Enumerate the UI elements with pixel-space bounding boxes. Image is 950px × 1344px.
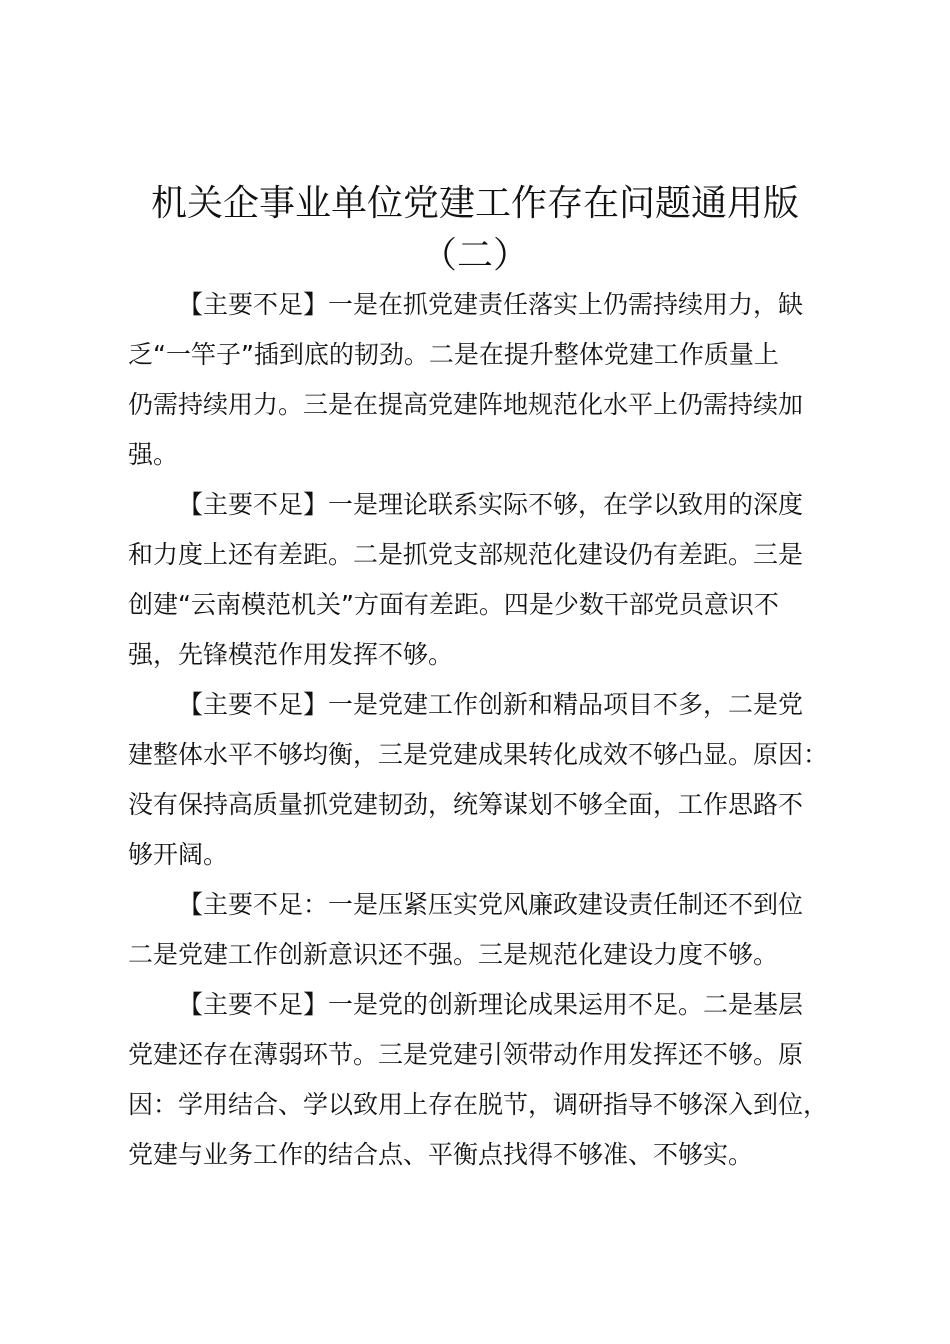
title-line: （二） — [420, 235, 529, 276]
paragraph — [128, 480, 838, 680]
paragraph-line: 二是党建工作创新意识还不强。三是规范化建设力度不够。 — [128, 940, 779, 969]
paragraph-line: 仍需持续用力。三是在提高党建阵地规范化水平上仍需持续加 — [128, 390, 804, 419]
paragraph — [128, 980, 838, 1180]
paragraph-line: 没有保持高质量抓党建韧劲，统筹谋划不够全面，工作思路不 — [128, 790, 804, 819]
paragraph-line: 强。 — [128, 440, 179, 469]
paragraph — [128, 880, 838, 980]
paragraph — [128, 280, 838, 480]
paragraph-line: 【主要不足】一是党建工作创新和精品项目不多，二是党 — [178, 690, 804, 719]
document-title — [80, 178, 870, 282]
paragraph-line: 强，先锋模范作用发挥不够。 — [128, 640, 454, 669]
paragraph-line: 够开阔。 — [128, 840, 229, 869]
paragraph-line: 乏“一竿子”插到底的韧劲。二是在提升整体党建工作质量上 — [128, 340, 779, 369]
paragraph-line: 【主要不足】一是理论联系实际不够，在学以致用的深度 — [178, 490, 804, 519]
paragraph-line: 【主要不足】一是党的创新理论成果运用不足。二是基层 — [178, 990, 804, 1019]
paragraph-line: 【主要不足：一是压紧压实党风廉政建设责任制还不到位 — [178, 890, 804, 919]
paragraph-line: 创建“云南模范机关”方面有差距。四是少数干部党员意识不 — [128, 590, 779, 619]
paragraph-line: 建整体水平不够均衡，三是党建成果转化成效不够凸显。原因： — [128, 740, 829, 769]
paragraph — [128, 680, 838, 880]
paragraph-line: 党建还存在薄弱环节。三是党建引领带动作用发挥还不够。原 — [128, 1040, 804, 1069]
paragraph-line: 党建与业务工作的结合点、平衡点找得不够准、不够实。 — [128, 1140, 754, 1169]
paragraph-line: 因：学用结合、学以致用上存在脱节，调研指导不够深入到位， — [128, 1090, 829, 1119]
document-body — [128, 280, 838, 1180]
paragraph-line: 【主要不足】一是在抓党建责任落实上仍需持续用力，缺 — [178, 290, 804, 319]
title-line: 机关企事业单位党建工作存在问题通用版 — [150, 183, 799, 224]
paragraph-line: 和力度上还有差距。二是抓党支部规范化建设仍有差距。三是 — [128, 540, 804, 569]
